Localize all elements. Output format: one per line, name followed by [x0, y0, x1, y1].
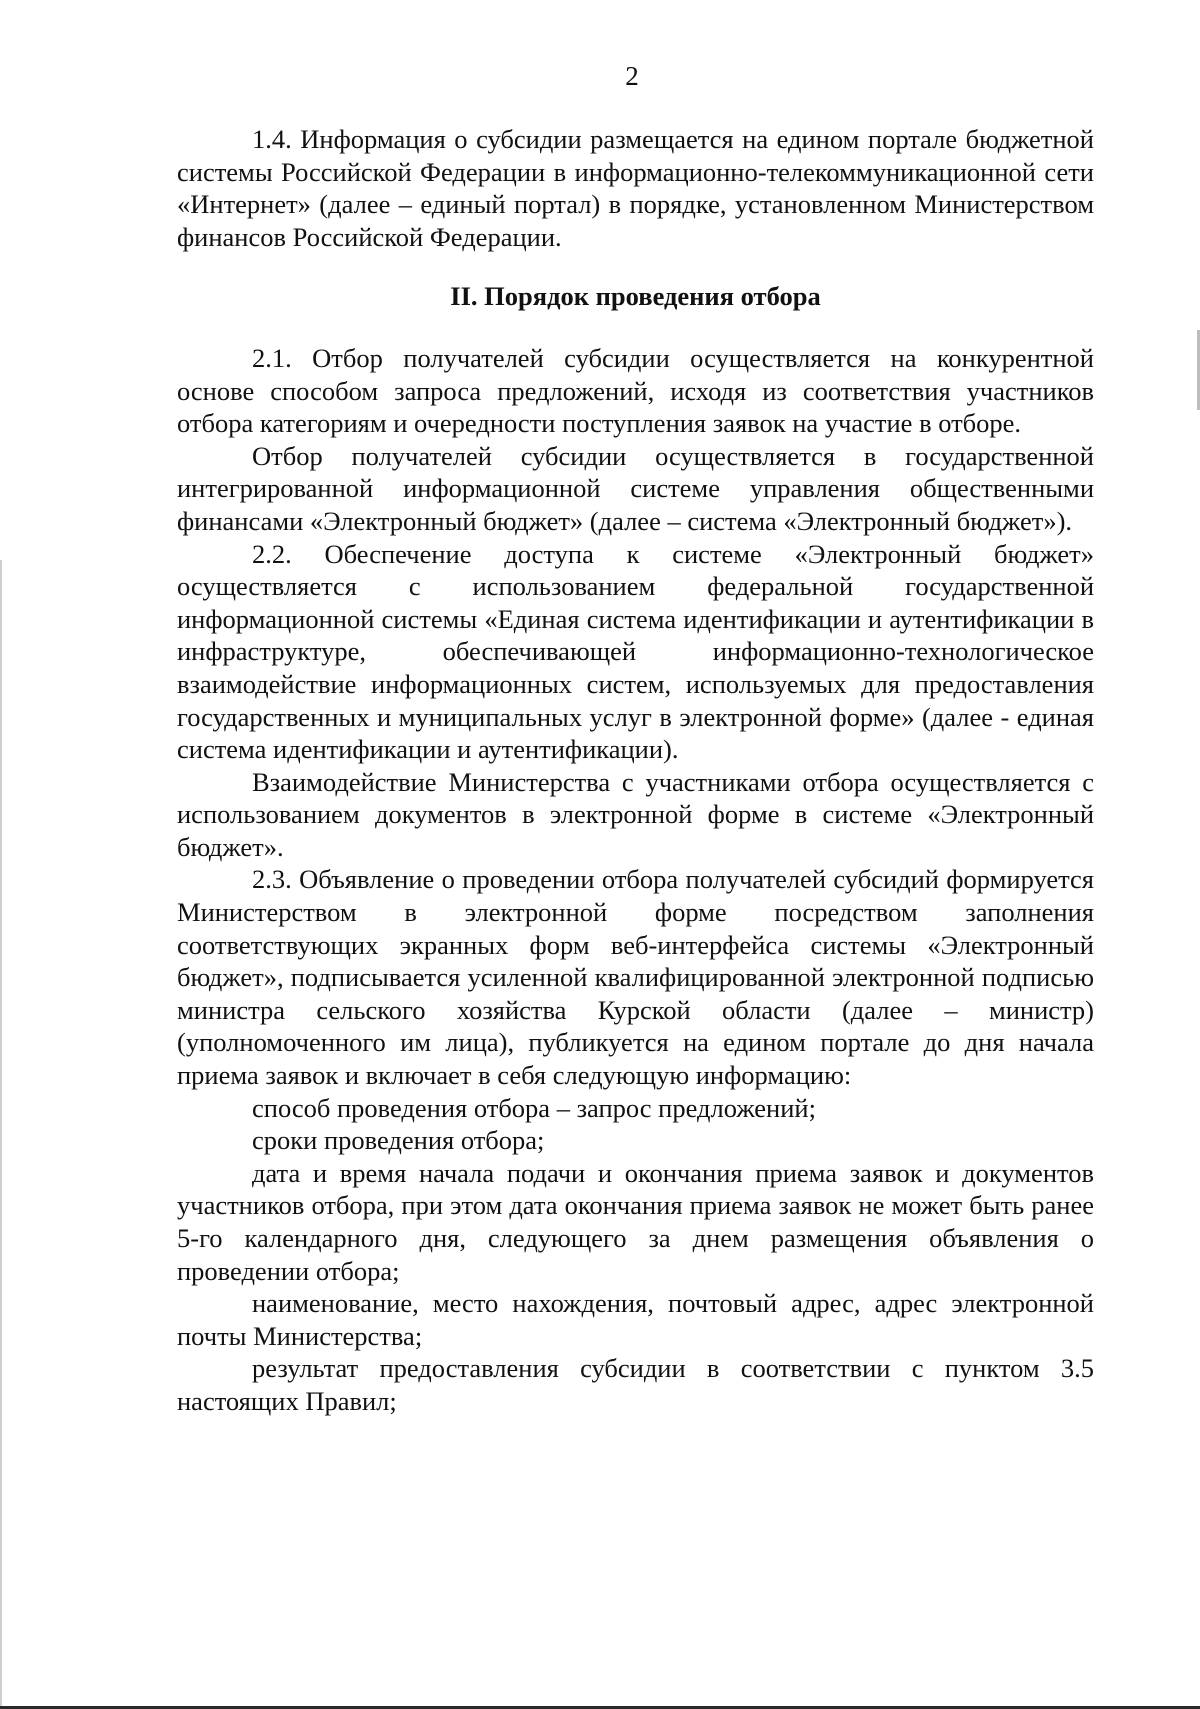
paragraph-2-2-interaction: Взаимодействие Министерства с участниками отбора осуществляется с использованием документов в электронной форме в системе «Электронный бюджет».	[177, 766, 1094, 862]
paragraph-1-4: 1.4. Информация о субсидии размещается на едином портале бюджетной системы Российской Федерации в информационно-телекоммуникационной сети «Интернет» (далее – единый портал) в порядке, установленном Министерством финансов Российской Федерации.	[177, 124, 1094, 252]
list-item-terms: сроки проведения отбора;	[252, 1125, 545, 1156]
list-item-ministry-address: наименование, место нахождения, почтовый адрес, адрес электронной почты Министерства;	[177, 1288, 1094, 1351]
paragraph-2-1-system: Отбор получателей субсидии осуществляется в государственной интегрированной информационной системе управления общественными финансами «Электронный бюджет» (далее – система «Электронный бюджет»).	[177, 440, 1094, 536]
scan-edge-left	[0, 560, 2, 1709]
list-item-dates: дата и время начала подачи и окончания приема заявок и документов участников отбора, при этом дата окончания приема заявок не может быть ранее 5-го календарного дня, следующего за днем размещения объявления о проведении отбора;	[177, 1157, 1094, 1286]
page-number: 2	[625, 61, 639, 91]
section-heading: II. Порядок проведения отбора	[450, 281, 821, 312]
paragraph-2-1: 2.1. Отбор получателей субсидии осуществляется на конкурентной основе способом запроса предложений, исходя из соответствия участников отбора категориям и очередности поступления заявок на участие в отборе.	[177, 342, 1094, 439]
list-item-method: способ проведения отбора – запрос предложений;	[252, 1092, 816, 1123]
paragraph-2-3: 2.3. Объявление о проведении отбора получателей субсидий формируется Министерством в электронной форме посредством заполнения соответствующих экранных форм веб-интерфейса системы «Электронный бюджет», подписывается усиленной квалифицированной электронной подписью министра сельского хозяйства Курской области (далее – министр) (уполномоченного им лица), публикуется на едином портале до дня начала приема заявок и включает в себя следующую информацию:	[177, 864, 1094, 1091]
paragraph-2-2: 2.2. Обеспечение доступа к системе «Электронный бюджет» осуществляется с использованием федеральной государственной информационной системы «Единая система идентификации и аутентификации в инфраструктуре, обеспечивающей информационно-технологическое взаимодействие информационных систем, используемых для предоставления государственных и муниципальных услуг в электронной форме» (далее - единая система идентификации и аутентификации).	[177, 538, 1094, 765]
document-body	[177, 123, 1094, 1418]
list-item-result: результат предоставления субсидии в соответствии с пунктом 3.5 настоящих Правил;	[177, 1353, 1094, 1416]
